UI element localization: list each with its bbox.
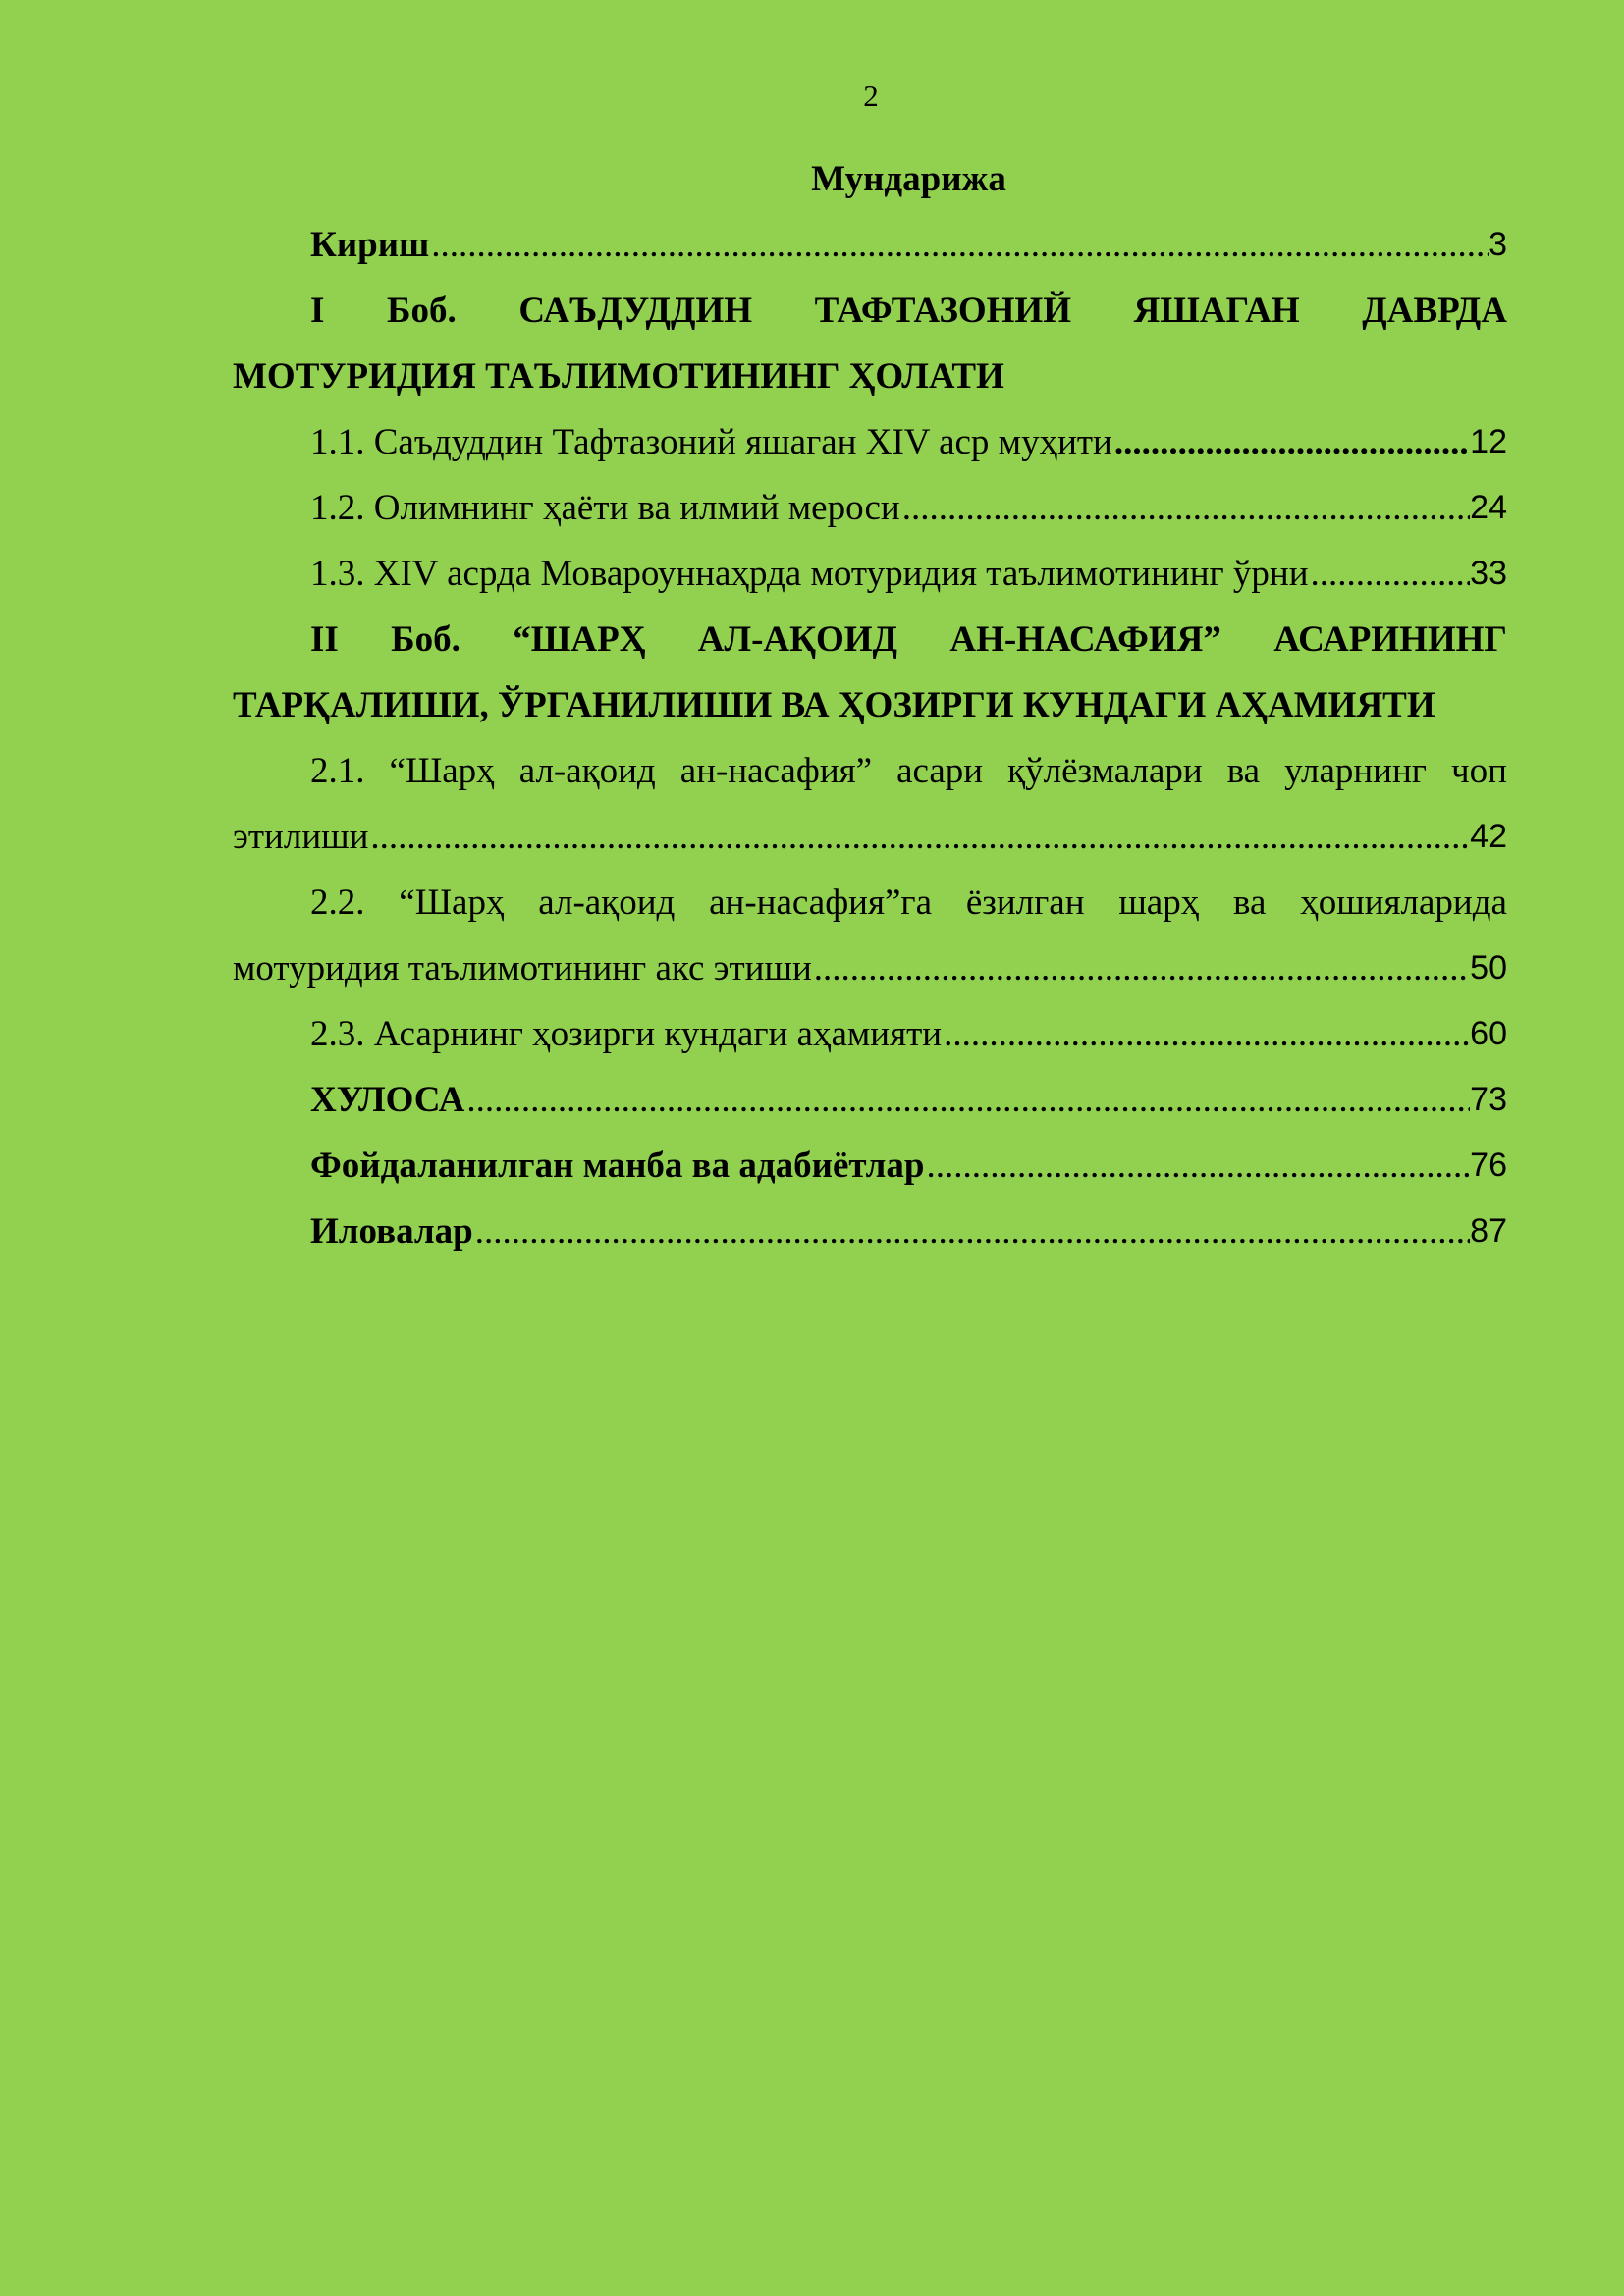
- toc-entry-label: 1.2. Олимнинг ҳаёти ва илмий мероси: [310, 488, 900, 528]
- toc-entry-sources[interactable]: [233, 1133, 1507, 1199]
- toc-chapter2-heading-line1[interactable]: [233, 607, 1507, 672]
- toc-chapter1-heading-line2[interactable]: МОТУРИДИЯ ТАЪЛИМОТИНИНГ ҲОЛАТИ: [233, 356, 1004, 397]
- heading-word: АСАРИНИНГ: [1273, 619, 1507, 660]
- toc-entry-page: 24: [1470, 489, 1507, 526]
- heading-word: ДАВРДА: [1362, 291, 1507, 331]
- dot-leader: [942, 1001, 1470, 1067]
- entry-word: шарҳ: [1118, 882, 1200, 923]
- dot-leader: [812, 935, 1470, 1001]
- heading-word: САЪДУДДИН: [518, 291, 753, 331]
- entry-word: чоп: [1450, 751, 1507, 791]
- heading-word: ЯШАГАН: [1133, 291, 1300, 331]
- toc-entry-1-2[interactable]: [233, 475, 1507, 541]
- entry-word: “Шарҳ: [399, 882, 505, 923]
- toc-entry-intro[interactable]: [233, 212, 1507, 278]
- heading-word: ТАФТАЗОНИЙ: [814, 291, 1071, 331]
- dot-leader: [900, 475, 1470, 541]
- heading-word: АН-НАСАФИЯ”: [949, 619, 1221, 660]
- heading-word: Боб.: [387, 291, 457, 331]
- toc-chapter2-heading-line2[interactable]: ТАРҚАЛИШИ, ЎРГАНИЛИШИ ВА ҲОЗИРГИ КУНДАГИ АҲАМИЯТИ: [233, 685, 1435, 725]
- toc-entry-1-3[interactable]: [233, 541, 1507, 607]
- toc-entry-1-1[interactable]: [233, 409, 1507, 475]
- entry-word: ал-ақоид: [518, 751, 656, 791]
- entry-word: ал-ақоид: [538, 882, 676, 923]
- dot-leader: [473, 1199, 1470, 1264]
- toc-entry-page: 12: [1470, 423, 1507, 460]
- heading-word: “ШАРҲ: [513, 619, 646, 660]
- toc-entry-label: 2.3. Асарнинг ҳозирги кундаги аҳамияти: [310, 1014, 943, 1054]
- toc-entry-label: 1.3. XIV асрда Мовароуннаҳрда мотуридия таълимотининг ўрни: [310, 554, 1309, 594]
- entry-word: ва: [1233, 882, 1267, 923]
- toc-entry-page: 50: [1470, 949, 1507, 987]
- toc-entry-2-1-line1[interactable]: [233, 738, 1507, 804]
- entry-word: қўлёзмалари: [1007, 751, 1203, 791]
- toc-entry-label: этилиши: [233, 817, 369, 857]
- table-of-contents: [233, 146, 1507, 1264]
- entry-word: асари: [896, 751, 984, 791]
- entry-word: 2.1.: [310, 751, 365, 791]
- toc-entry-2-1-line2[interactable]: [233, 804, 1507, 870]
- toc-entry-2-2-line1[interactable]: [233, 870, 1507, 935]
- dot-leader: [1112, 409, 1470, 475]
- entry-word: 2.2.: [310, 882, 365, 923]
- toc-entry-page: 76: [1470, 1147, 1507, 1184]
- entry-word: ан-насафия”: [679, 751, 873, 791]
- page-number: 2: [863, 79, 879, 113]
- toc-chapter1-heading-line1[interactable]: [233, 278, 1507, 344]
- heading-word: Боб.: [391, 619, 460, 660]
- dot-leader: [464, 1067, 1470, 1133]
- toc-entry-page: 73: [1470, 1081, 1507, 1118]
- dot-leader: [368, 804, 1470, 870]
- heading-word: АЛ-АҚОИД: [697, 619, 897, 660]
- dot-leader: [924, 1133, 1470, 1199]
- toc-entry-2-3[interactable]: [233, 1001, 1507, 1067]
- heading-word: I: [310, 291, 325, 331]
- toc-entry-conclusion[interactable]: [233, 1067, 1507, 1133]
- toc-entry-page: 42: [1470, 818, 1507, 855]
- toc-entry-page: 3: [1489, 226, 1507, 263]
- entry-word: “Шарҳ: [389, 751, 495, 791]
- entry-word: ҳошияларида: [1300, 882, 1507, 923]
- toc-title: Мундарижа: [811, 159, 1006, 199]
- entry-word: ва: [1226, 751, 1261, 791]
- toc-entry-label: 1.1. Саъдуддин Тафтазоний яшаган XIV аср муҳити: [310, 422, 1112, 462]
- entry-word: ан-насафия”га: [709, 882, 933, 923]
- toc-entry-page: 87: [1470, 1212, 1507, 1250]
- toc-entry-label: Кириш: [310, 225, 430, 265]
- toc-entry-label: Фойдаланилган манба ва адабиётлар: [310, 1146, 925, 1186]
- toc-entry-2-2-line2[interactable]: [233, 935, 1507, 1001]
- dot-leader: [429, 212, 1489, 278]
- toc-entry-appendices[interactable]: [233, 1199, 1507, 1264]
- toc-entry-label: Иловалар: [310, 1211, 473, 1252]
- entry-word: уларнинг: [1284, 751, 1427, 791]
- toc-entry-label: мотуридия таълимотининг акс этиши: [233, 948, 812, 988]
- toc-entry-label: ХУЛОСА: [310, 1080, 465, 1120]
- entry-word: ёзилган: [965, 882, 1085, 923]
- toc-entry-page: 60: [1470, 1015, 1507, 1052]
- toc-entry-page: 33: [1470, 555, 1507, 592]
- heading-word: II: [310, 619, 339, 660]
- dot-leader: [1309, 541, 1471, 607]
